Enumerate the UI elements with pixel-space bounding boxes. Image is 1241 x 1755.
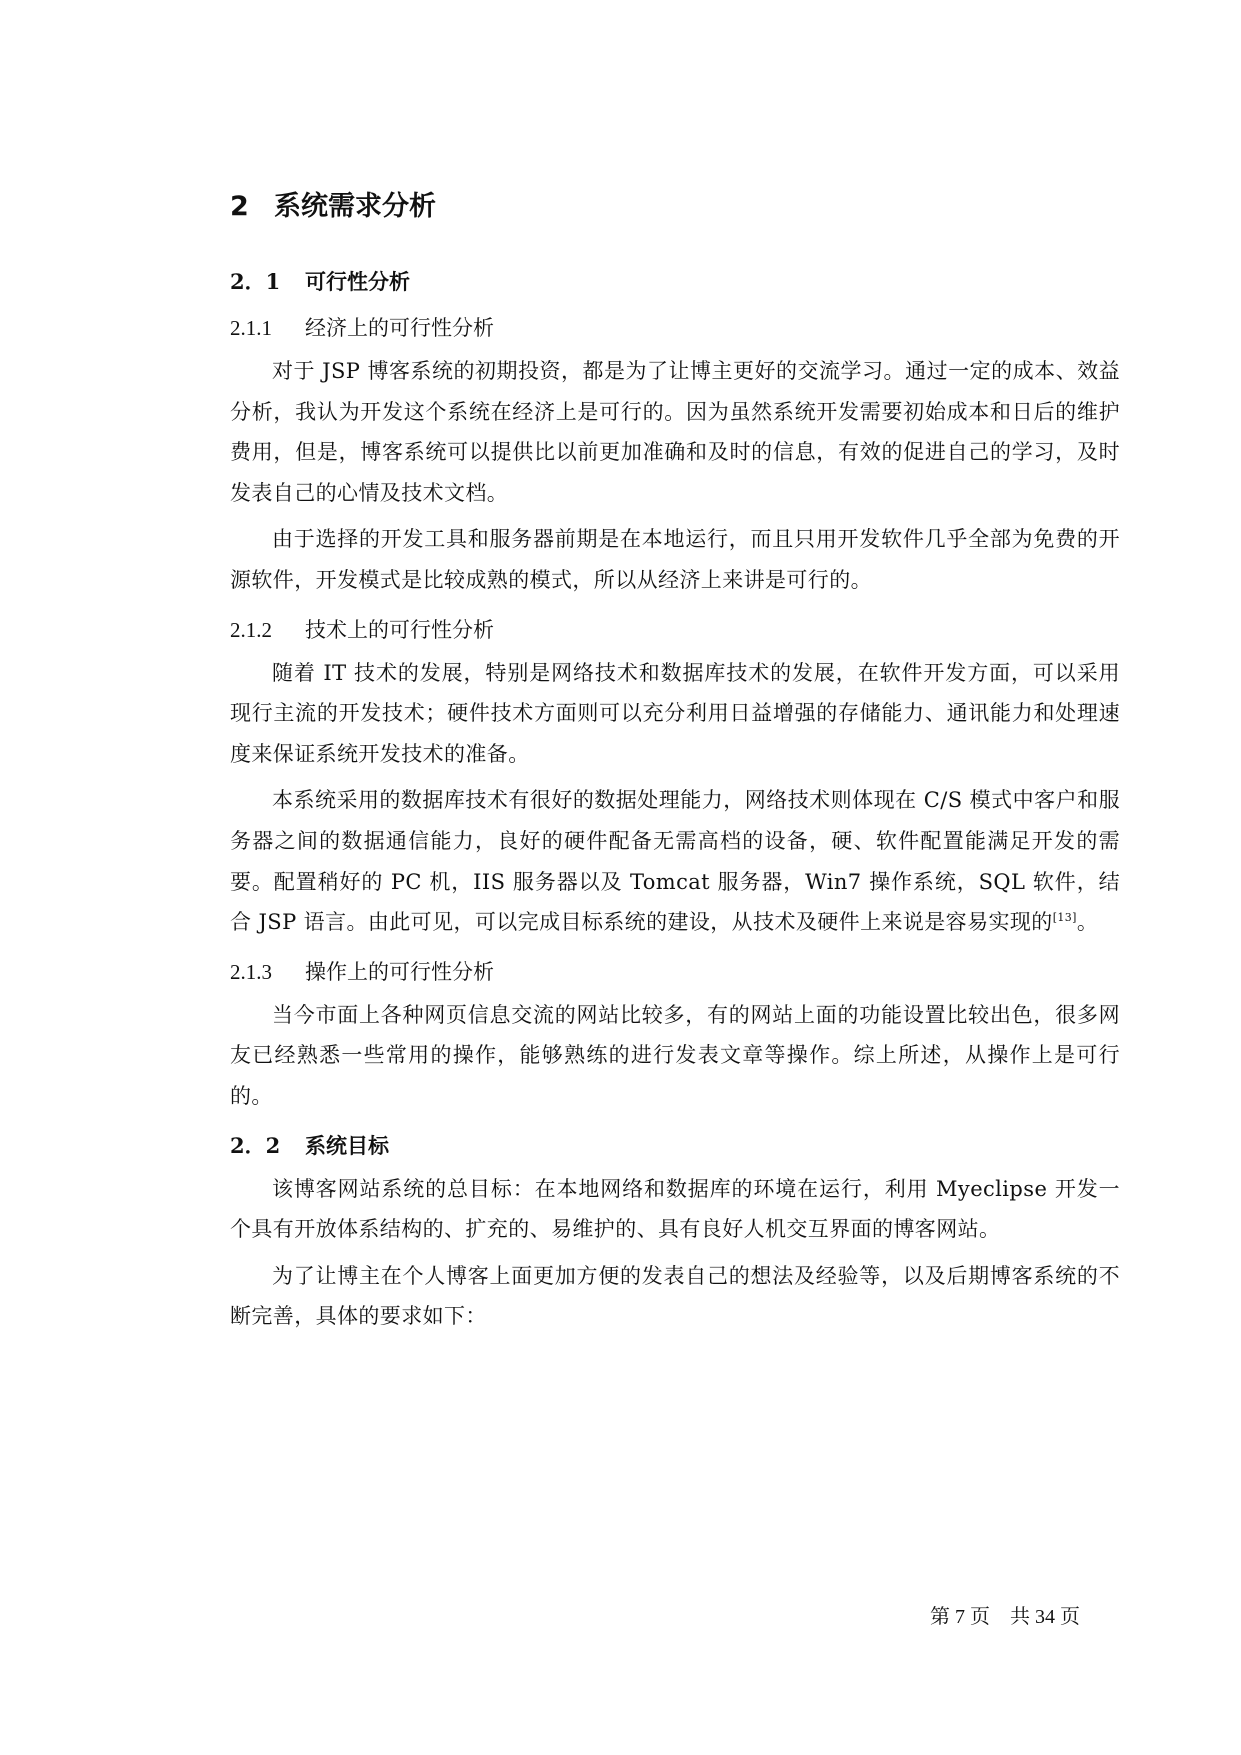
- subsection-title: 技术上的可行性分析: [305, 617, 494, 642]
- chapter-heading: [230, 185, 1120, 229]
- paragraph: [230, 780, 1120, 942]
- page-content: [230, 185, 1120, 1337]
- page-footer: 第 7 页 共 34 页: [930, 1606, 1080, 1628]
- subsection-title: 操作上的可行性分析: [305, 959, 494, 984]
- subsection-heading-2-1-3: [230, 949, 1120, 995]
- subsection-number: 2.1.3: [230, 959, 272, 984]
- section-number: 2．2: [230, 1132, 281, 1158]
- paragraph: 对于 JSP 博客系统的初期投资，都是为了让博主更好的交流学习。通过一定的成本、效益分析，我认为开发这个系统在经济上是可行的。因为虽然系统开发需要初始成本和日后的维护费用，但是，博客系统可以提供比以前更加准确和及时的信息，有效的促进自己的学习，及时发表自己的心情及技术文档。: [230, 359, 1120, 505]
- chapter-title: 系统需求分析: [274, 191, 436, 222]
- section-heading-2-2: [230, 1123, 1120, 1169]
- section-number: 2．1: [230, 269, 281, 294]
- subsection-heading-2-1-1: [230, 305, 1120, 351]
- paragraph: 由于选择的开发工具和服务器前期是在本地运行，而且只用开发软件几乎全部为免费的开源软件，开发模式是比较成熟的模式，所以从经济上来讲是可行的。: [230, 527, 1120, 592]
- section-title: 系统目标: [305, 1133, 389, 1158]
- subsection-number: 2.1.2: [230, 617, 272, 642]
- paragraph: 为了让博主在个人博客上面更加方便的发表自己的想法及经验等，以及后期博客系统的不断完善，具体的要求如下：: [230, 1263, 1120, 1329]
- paragraph-end: 。: [1076, 910, 1099, 935]
- section-heading-2-1: [230, 259, 1120, 305]
- subsection-heading-2-1-2: [230, 607, 1120, 653]
- subsection-number: 2.1.1: [230, 316, 272, 340]
- paragraph: 该博客网站系统的总目标：在本地网络和数据库的环境在运行，利用 Myeclipse 开发一个具有开放体系结构的、扩充的、易维护的、具有良好人机交互界面的博客网站。: [230, 1176, 1120, 1242]
- subsection-title: 经济上的可行性分析: [305, 316, 494, 340]
- chapter-number: 2: [230, 191, 249, 222]
- citation-marker: [13]: [1052, 911, 1077, 925]
- paragraph: 随着 IT 技术的发展，特别是网络技术和数据库技术的发展，在软件开发方面，可以采用现行主流的开发技术；硬件技术方面则可以充分利用日益增强的存储能力、通讯能力和处理速度来保证系统开发技术的准备。: [230, 660, 1120, 766]
- paragraph: 当今市面上各种网页信息交流的网站比较多，有的网站上面的功能设置比较出色，很多网友已经熟悉一些常用的操作，能够熟练的进行发表文章等操作。综上所述，从操作上是可行的。: [230, 1002, 1120, 1108]
- paragraph-text: 本系统采用的数据库技术有很好的数据处理能力，网络技术则体现在 C/S 模式中客户和服务器之间的数据通信能力，良好的硬件配备无需高档的设备，硬、软件配置能满足开发的需要。配置稍好的 PC 机，IIS 服务器以及 Tomcat 服务器，Win7 操作系统，SQL 软件，结合 JSP 语言。由此可见，可以完成目标系统的建设，从技术及硬件上来说是容易实现的: [230, 788, 1120, 935]
- section-title: 可行性分析: [305, 270, 410, 294]
